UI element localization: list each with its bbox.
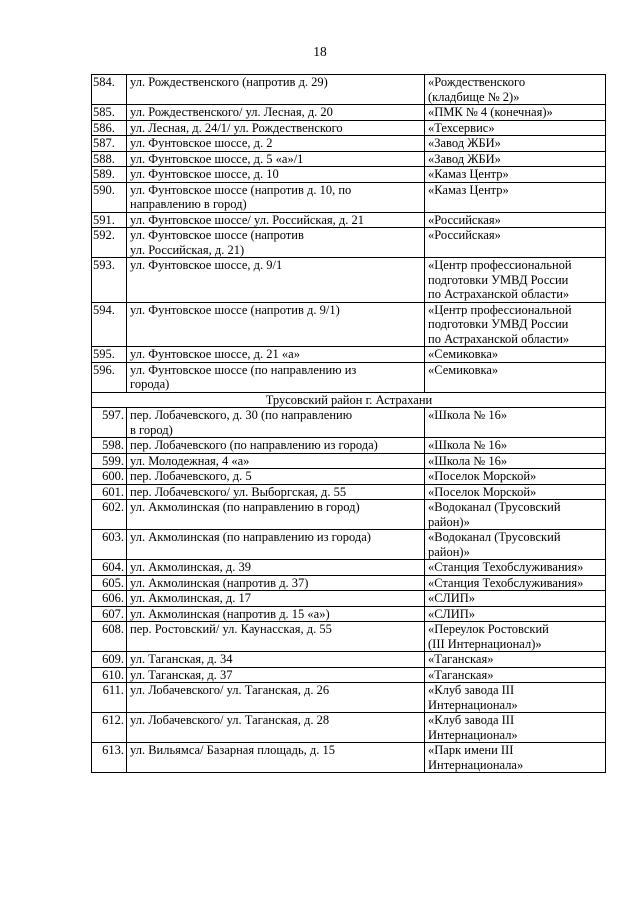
- stop-address: ул. Лобачевского/ ул. Таганская, д. 26: [127, 683, 425, 713]
- row-number: 610.: [92, 667, 127, 683]
- stop-address: ул. Молодежная, 4 «а»: [127, 453, 425, 469]
- stop-name: «СЛИП»: [425, 606, 606, 622]
- stop-name: «Рождественского (кладбище № 2)»: [425, 75, 606, 105]
- row-number: 600.: [92, 469, 127, 485]
- row-number: 599.: [92, 453, 127, 469]
- row-number: 612.: [92, 713, 127, 743]
- row-number: 595.: [92, 347, 127, 363]
- stop-name: «Клуб завода III Интернационал»: [425, 683, 606, 713]
- table-row: [92, 182, 606, 212]
- stop-address: ул. Таганская, д. 34: [127, 652, 425, 668]
- stop-address: ул. Фунтовское шоссе (напротив д. 10, по направлению в город): [127, 182, 425, 212]
- table-row: [92, 438, 606, 454]
- stop-name: «Таганская»: [425, 667, 606, 683]
- stop-address: ул. Фунтовское шоссе/ ул. Российская, д. 21: [127, 212, 425, 228]
- stop-name: «Переулок Ростовский (III Интернационал)»: [425, 622, 606, 652]
- row-number: 586.: [92, 120, 127, 136]
- stop-address: ул. Лобачевского/ ул. Таганская, д. 28: [127, 713, 425, 743]
- table-row: [92, 484, 606, 500]
- table-row: [92, 500, 606, 530]
- row-number: 590.: [92, 182, 127, 212]
- row-number: 594.: [92, 302, 127, 347]
- stop-address: ул. Фунтовское шоссе, д. 9/1: [127, 258, 425, 303]
- table-row: [92, 120, 606, 136]
- stop-address: ул. Акмолинская, д. 17: [127, 591, 425, 607]
- stop-name: «Российская»: [425, 212, 606, 228]
- stop-name: «СЛИП»: [425, 591, 606, 607]
- stop-name: «Водоканал (Трусовский район)»: [425, 500, 606, 530]
- row-number: 613.: [92, 743, 127, 773]
- table-row: [92, 469, 606, 485]
- stop-address: ул. Рождественского (напротив д. 29): [127, 75, 425, 105]
- stop-name: «Школа № 16»: [425, 453, 606, 469]
- stop-address: ул. Вильямса/ Базарная площадь, д. 15: [127, 743, 425, 773]
- row-number: 589.: [92, 167, 127, 183]
- table-row: [92, 167, 606, 183]
- stop-address: ул. Акмолинская (по направлению в город): [127, 500, 425, 530]
- stop-name: «Российская»: [425, 228, 606, 258]
- row-number: 605.: [92, 575, 127, 591]
- table-row: [92, 212, 606, 228]
- stop-name: «Школа № 16»: [425, 408, 606, 438]
- row-number: 592.: [92, 228, 127, 258]
- table-row: [92, 75, 606, 105]
- stop-address: ул. Рождественского/ ул. Лесная, д. 20: [127, 105, 425, 121]
- table-row: [92, 591, 606, 607]
- stop-name: «ПМК № 4 (конечная)»: [425, 105, 606, 121]
- stop-address: пер. Лобачевского/ ул. Выборгская, д. 55: [127, 484, 425, 500]
- stop-name: «Станция Техобслуживания»: [425, 575, 606, 591]
- stop-name: «Семиковка»: [425, 362, 606, 392]
- table-row: [92, 622, 606, 652]
- section-title: Трусовский район г. Астрахани: [92, 392, 606, 408]
- row-number: 611.: [92, 683, 127, 713]
- section-row: [92, 392, 606, 408]
- stop-address: ул. Фунтовское шоссе, д. 5 «а»/1: [127, 151, 425, 167]
- row-number: 587.: [92, 136, 127, 152]
- stop-address: ул. Фунтовское шоссе (напротив ул. Российская, д. 21): [127, 228, 425, 258]
- stop-name: «Завод ЖБИ»: [425, 136, 606, 152]
- stop-name: «Школа № 16»: [425, 438, 606, 454]
- stop-address: ул. Фунтовское шоссе, д. 2: [127, 136, 425, 152]
- table-row: [92, 258, 606, 303]
- row-number: 607.: [92, 606, 127, 622]
- table-row: [92, 683, 606, 713]
- stop-name: «Таганская»: [425, 652, 606, 668]
- table-row: [92, 560, 606, 576]
- row-number: 602.: [92, 500, 127, 530]
- table-row: [92, 606, 606, 622]
- stop-name: «Камаз Центр»: [425, 167, 606, 183]
- stop-name: «Клуб завода III Интернационал»: [425, 713, 606, 743]
- table-row: [92, 453, 606, 469]
- stop-address: ул. Фунтовское шоссе (напротив д. 9/1): [127, 302, 425, 347]
- table-row: [92, 136, 606, 152]
- stop-address: пер. Ростовский/ ул. Каунасская, д. 55: [127, 622, 425, 652]
- page-number: 18: [313, 44, 327, 59]
- row-number: 593.: [92, 258, 127, 303]
- stop-address: ул. Акмолинская (по направлению из города): [127, 530, 425, 560]
- row-number: 598.: [92, 438, 127, 454]
- stop-address: ул. Таганская, д. 37: [127, 667, 425, 683]
- stop-name: «Поселок Морской»: [425, 469, 606, 485]
- stop-address: пер. Лобачевского, д. 5: [127, 469, 425, 485]
- stop-address: ул. Акмолинская, д. 39: [127, 560, 425, 576]
- stop-name: «Водоканал (Трусовский район)»: [425, 530, 606, 560]
- stop-address: ул. Акмолинская (напротив д. 15 «а»): [127, 606, 425, 622]
- row-number: 604.: [92, 560, 127, 576]
- table-row: [92, 228, 606, 258]
- table-row: [92, 530, 606, 560]
- row-number: 584.: [92, 75, 127, 105]
- table-row: [92, 743, 606, 773]
- stop-name: «Техсервис»: [425, 120, 606, 136]
- stop-name: «Парк имени III Интернационала»: [425, 743, 606, 773]
- table-row: [92, 652, 606, 668]
- stop-address: ул. Фунтовское шоссе (по направлению из города): [127, 362, 425, 392]
- stop-name: «Центр профессиональной подготовки УМВД России по Астраханской области»: [425, 302, 606, 347]
- stop-address: ул. Фунтовское шоссе, д. 21 «а»: [127, 347, 425, 363]
- table-row: [92, 302, 606, 347]
- stop-name: «Камаз Центр»: [425, 182, 606, 212]
- row-number: 606.: [92, 591, 127, 607]
- stop-address: пер. Лобачевского (по направлению из города): [127, 438, 425, 454]
- stop-address: пер. Лобачевского, д. 30 (по направлению в город): [127, 408, 425, 438]
- bus-stops-table: [91, 74, 606, 773]
- row-number: 588.: [92, 151, 127, 167]
- row-number: 591.: [92, 212, 127, 228]
- stop-name: «Станция Техобслуживания»: [425, 560, 606, 576]
- table-row: [92, 713, 606, 743]
- table-row: [92, 362, 606, 392]
- table-row: [92, 105, 606, 121]
- row-number: 597.: [92, 408, 127, 438]
- stop-address: ул. Лесная, д. 24/1/ ул. Рождественского: [127, 120, 425, 136]
- table-row: [92, 667, 606, 683]
- stop-name: «Поселок Морской»: [425, 484, 606, 500]
- stop-address: ул. Фунтовское шоссе, д. 10: [127, 167, 425, 183]
- row-number: 609.: [92, 652, 127, 668]
- stop-name: «Семиковка»: [425, 347, 606, 363]
- table-row: [92, 347, 606, 363]
- stop-address: ул. Акмолинская (напротив д. 37): [127, 575, 425, 591]
- row-number: 601.: [92, 484, 127, 500]
- row-number: 603.: [92, 530, 127, 560]
- row-number: 608.: [92, 622, 127, 652]
- table-row: [92, 575, 606, 591]
- stop-name: «Центр профессиональной подготовки УМВД России по Астраханской области»: [425, 258, 606, 303]
- table-row: [92, 408, 606, 438]
- stop-name: «Завод ЖБИ»: [425, 151, 606, 167]
- table-row: [92, 151, 606, 167]
- row-number: 585.: [92, 105, 127, 121]
- row-number: 596.: [92, 362, 127, 392]
- table-body: [92, 75, 606, 773]
